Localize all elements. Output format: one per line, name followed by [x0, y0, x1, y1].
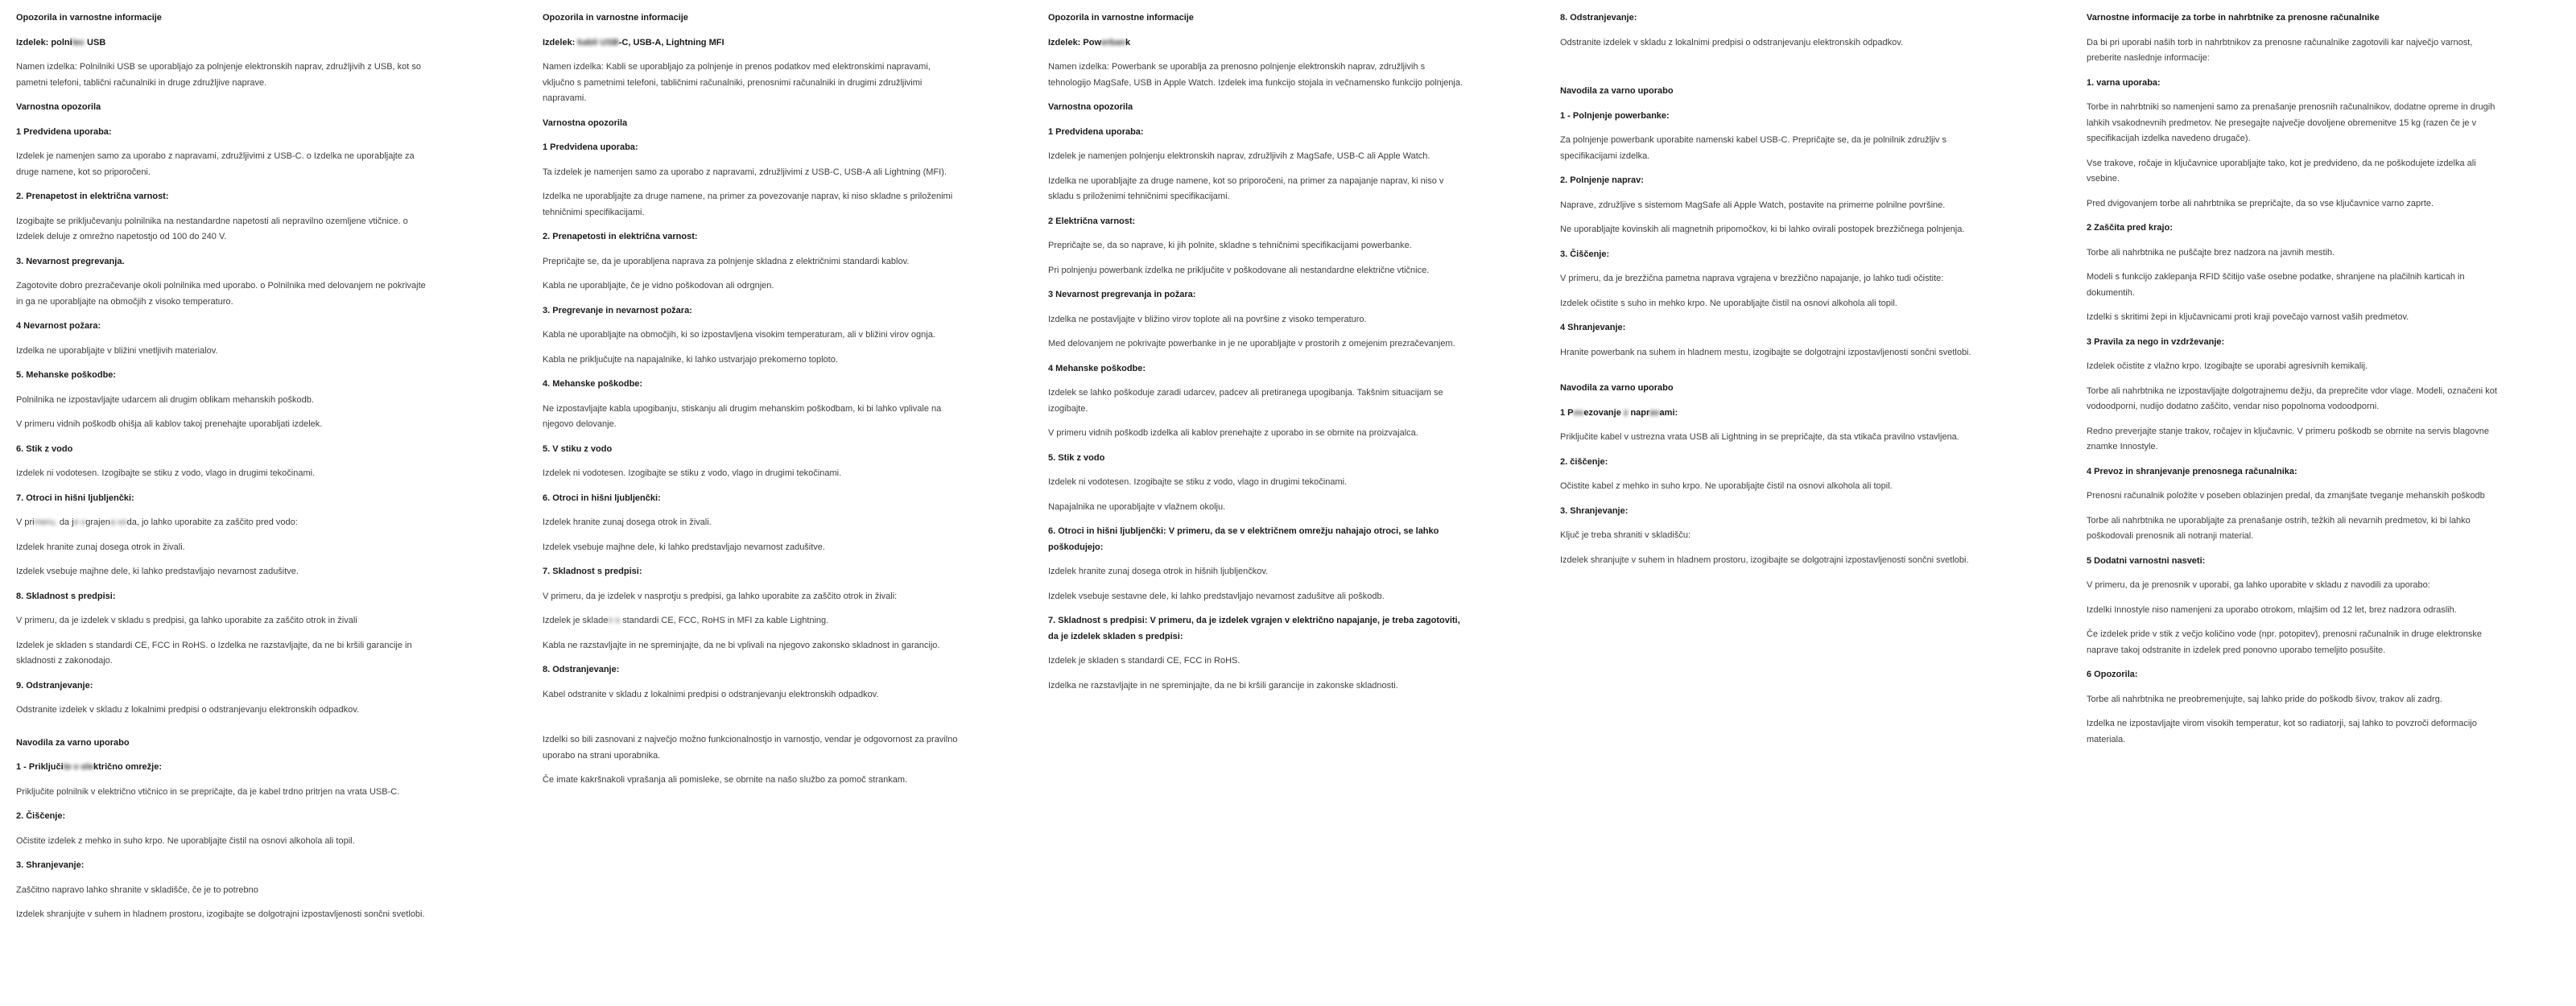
- paragraph: Izdelka ne postavljajte v bližino virov toplote ali na površine z visoko temperaturo.: [1048, 314, 1367, 324]
- section-heading: [16, 760, 431, 776]
- section-heading: Opozorila in varnostne informacije: [1048, 13, 1194, 23]
- spacer: [1560, 60, 1975, 84]
- blurred-text: e v: [73, 517, 86, 527]
- blurred-text: a vo: [109, 517, 127, 527]
- column-3: [1048, 10, 1463, 703]
- blurred-text: meru,: [34, 517, 60, 527]
- section-heading: 4 Mehanske poškodbe:: [1048, 363, 1146, 373]
- blurred-text: kabli USB: [577, 37, 619, 47]
- paragraph: Ne uporabljajte kovinskih ali magnetnih pripomočkov, ki bi lahko ovirali postopek brezžičnega polnjenja.: [1560, 225, 1965, 234]
- section-heading: 2. Prenapetost in električna varnost:: [16, 192, 169, 201]
- section-heading: 2. čiščenje:: [1560, 456, 1608, 467]
- paragraph: [543, 613, 958, 629]
- paragraph: Izdelek ni vodotesen. Izogibajte se stiku z vodo, vlago in drugimi tekočinami.: [543, 468, 842, 478]
- paragraph: Izdelek očistite z vlažno krpo. Izogibajte se uporabi agresivnih kemikalij.: [2087, 361, 2368, 371]
- blurred-text: ov: [1573, 407, 1584, 418]
- section-heading: 6 Opozorila:: [2087, 670, 2138, 679]
- section-heading: 8. Odstranjevanje:: [543, 665, 620, 674]
- paragraph: Namen izdelka: Kabli se uporabljajo za polnjenje in prenos podatkov med elektronskimi napravami, vključno s pametnimi telefoni, tabličnimi računalniki, prenosnimi računalniki in drugimi združljivimi napravami.: [543, 62, 931, 103]
- text-segment: -C, USB-A, Lightning MFI: [618, 37, 724, 47]
- paragraph: Izdelek hranite zunaj dosega otrok in živali.: [543, 517, 712, 527]
- section-heading: Navodila za varno uporabo: [1560, 86, 1674, 96]
- section-heading: 2 Električna varnost:: [1048, 216, 1136, 226]
- section-heading: 5. Mehanske poškodbe:: [16, 370, 117, 380]
- spacer: [543, 711, 958, 732]
- section-heading: 1 Predvidena uporaba:: [543, 142, 638, 152]
- section-heading: Navodila za varno uporabo: [1560, 383, 1674, 393]
- section-heading: 8. Skladnost s predpisi:: [16, 591, 116, 601]
- paragraph: Izdelek je namenjen samo za uporabo z napravami, združljivimi z USB-C. o Izdelka ne uporabljajte za druge namene, kot so priporočeni.: [16, 151, 415, 177]
- paragraph: Če imate kakršnakoli vprašanja ali pomisleke, se obrnite na našo službo za pomoč strankam.: [543, 775, 908, 785]
- paragraph: Izdelek ni vodotesen. Izogibajte se stiku z vodo, vlago in drugimi tekočinami.: [16, 468, 316, 478]
- paragraph: Izdelek vsebuje majhne dele, ki lahko predstavljajo nevarnost zadušitve.: [16, 567, 299, 576]
- paragraph: Izdelka ne uporabljajte v bližini vnetljivih materialov.: [16, 345, 218, 356]
- paragraph: Redno preverjajte stanje trakov, ročajev in ključavnic. V primeru poškodb se obrnite na servis blagovne znamke Innostyle.: [2087, 426, 2489, 451]
- section-heading: 7. Skladnost s predpisi:: [543, 567, 642, 576]
- section-heading: 3 Nevarnost pregrevanja in požara:: [1048, 290, 1196, 299]
- blurred-text: n s: [608, 616, 623, 625]
- paragraph: Kabla ne priključujte na napajalnike, ki lahko ustvarjajo prekomerno toploto.: [543, 354, 838, 365]
- paragraph: Očistite kabel z mehko in suho krpo. Ne uporabljajte čistil na osnovi alkohola ali topil.: [1560, 481, 1893, 491]
- paragraph: Izdelek je namenjen polnjenju elektronskih naprav, združljivih z MagSafe, USB-C ali Apple Watch.: [1048, 151, 1430, 161]
- paragraph: V primeru, da je prenosnik v uporabi, ga lahko uporabite v skladu z navodili za uporabo:: [2087, 580, 2430, 590]
- text-segment: da, jo lahko uporabite za zaščito pred vodo:: [126, 517, 298, 527]
- paragraph: Izdelka ne razstavljajte in ne spreminjajte, da ne bi kršili garancije in zakonske skladnosti.: [1048, 680, 1398, 691]
- section-heading: 3. Shranjevanje:: [16, 860, 85, 870]
- paragraph: Izdelka ne uporabljajte za druge namene, na primer za povezovanje naprav, ki niso skladne s priloženimi tehničnimi specifikacijami.: [543, 192, 953, 217]
- paragraph: Izdelki so bili zasnovani z največjo možno funkcionalnostjo in varnostjo, vendar je odgovornost za pravilno uporabo na strani uporabnika.: [543, 735, 958, 761]
- paragraph: Zagotovite dobro prezračevanje okoli polnilnika med uporabo. o Polnilnika med delovanjem ne pokrivajte in ga ne uporabljajte na območjih z visoko temperaturo.: [16, 281, 426, 307]
- paragraph: Prepričajte se, da je uporabljena naprava za polnjenje skladna z električnimi standardi kablov.: [543, 256, 910, 266]
- paragraph: Torbe ali nahrbtnika ne preobremenjujte, saj lahko pride do poškodb šivov, trakov ali zadrg.: [2087, 694, 2442, 704]
- section-heading: 7. Otroci in hišni ljubljenčki:: [16, 493, 134, 503]
- paragraph: Zaščitno napravo lahko shranite v skladišče, če je to potrebno: [16, 884, 258, 895]
- paragraph: Torbe in nahrbtniki so namenjeni samo za prenašanje prenosnih računalnikov, dodatne opreme in drugih lahkih vsakodnevnih predmetov. Ne presegajte največje dovoljene obremenitve 15 kg (razen če je v specifikacijah izdelka navedeno drugače).: [2087, 102, 2496, 143]
- text-segment: standardi CE, FCC, RoHS in MFI za kable Lightning.: [622, 616, 829, 625]
- section-heading: 4 Nevarnost požara:: [16, 321, 101, 331]
- paragraph: Modeli s funkcijo zaklepanja RFID ščitijo vaše osebne podatke, shranjene na plačilnih karticah in dokumentih.: [2087, 272, 2465, 298]
- blurred-text: av: [1649, 407, 1660, 418]
- paragraph: Ne izpostavljajte kabla upogibanju, stiskanju ali drugim mehanskim poškodbam, ki bi lahko vplivale na njegovo delovanje.: [543, 403, 942, 429]
- paragraph: Namen izdelka: Polnilniki USB se uporabljajo za polnjenje elektronskih naprav, združljivih z USB, kot so pametni telefoni, tablični računalniki in druge združljive naprave.: [16, 62, 421, 88]
- text-segment: ktrično omrežje:: [93, 762, 162, 772]
- paragraph: Priključite polnilnik v električno vtičnico in se prepričajte, da je kabel trdno pritrjen na vrata USB-C.: [16, 786, 400, 797]
- column-1: [16, 10, 431, 932]
- section-heading: 3. Nevarnost pregrevanja.: [16, 256, 125, 266]
- text-segment: Izdelek:: [543, 37, 578, 47]
- paragraph: Odstranite izdelek v skladu z lokalnimi predpisi o odstranjevanju elektronskih odpadkov.: [1560, 37, 1903, 47]
- paragraph: Da bi pri uporabi naših torb in nahrbtnikov za prenosne računalnike zagotovili kar največjo varnost, preberite naslednje informacije:: [2087, 37, 2473, 63]
- text-segment: V pri: [16, 517, 35, 527]
- paragraph: Hranite powerbank na suhem in hladnem mestu, izogibajte se dolgotrajni izpostavljenosti sončni svetlobi.: [1560, 347, 1971, 357]
- paragraph: Izdelek vsebuje majhne dele, ki lahko predstavljajo nevarnost zadušitve.: [543, 542, 825, 552]
- paragraph: Prepričajte se, da so naprave, ki jih polnite, skladne s tehničnimi specifikacijami powerbanke.: [1048, 241, 1412, 250]
- section-heading: 6. Otroci in hišni ljubljenčki: V primeru, da se v električnem omrežju nahajajo otroci, se lahko poškodujejo:: [1048, 526, 1439, 552]
- section-heading: 1 Predvidena uporaba:: [1048, 126, 1144, 137]
- paragraph: Napajalnika ne uporabljajte v vlažnem okolju.: [1048, 501, 1226, 512]
- section-heading: 1 - Polnjenje powerbanke:: [1560, 110, 1670, 121]
- paragraph: Za polnjenje powerbank uporabite namenski kabel USB-C. Prepričajte se, da je polnilnik združljiv s specifikacijami izdelka.: [1560, 135, 1946, 161]
- paragraph: Izdelka ne izpostavljajte virom visokih temperatur, kot so radiatorji, saj lahko to povzroči deformacijo materiala.: [2087, 719, 2477, 744]
- section-heading: Navodila za varno uporabo: [16, 737, 130, 748]
- paragraph: V primeru, da je izdelek v skladu s predpisi, ga lahko uporabite za zaščito otrok in živali: [16, 616, 357, 625]
- section-heading: 1 Predvidena uporaba:: [16, 126, 112, 137]
- text-segment: da j: [59, 517, 74, 527]
- paragraph: Vse trakove, ročaje in ključavnice uporabljajte tako, kot je predvideno, da ne poškodujete izdelka ali vsebine.: [2087, 158, 2476, 183]
- section-heading: 7. Skladnost s predpisi: V primeru, da je izdelek vgrajen v električno napajanje, je treba zagotoviti, da je izdelek skladen s predpisi:: [1048, 616, 1460, 641]
- section-heading: 2. Prenapetosti in električna varnost:: [543, 232, 698, 241]
- section-heading: 9. Odstranjevanje:: [16, 680, 93, 691]
- paragraph: Kabla ne uporabljajte, če je vidno poškodovan ali odrgnjen.: [543, 281, 774, 291]
- section-heading: 3. Shranjevanje:: [1560, 505, 1629, 516]
- paragraph: Izogibajte se priključevanju polnilnika na nestandardne napetosti ali nepravilno ozemljene vtičnice. o Izdelek deluje z omrežno napetostjo od 100 do 240 V.: [16, 216, 408, 241]
- section-heading: 4 Prevoz in shranjevanje prenosnega računalnika:: [2087, 466, 2297, 476]
- paragraph: Izdelek ni vodotesen. Izogibajte se stiku z vodo, vlago in drugimi tekočinami.: [1048, 477, 1348, 487]
- paragraph: Izdelek se lahko poškoduje zaradi udarcev, padcev ali pretiranega upogibanja. Takšnim situacijam se izogibajte.: [1048, 388, 1443, 414]
- section-heading: 6. Otroci in hišni ljubljenčki:: [543, 493, 661, 503]
- paragraph: Prenosni računalnik položite v poseben oblazinjen predal, da zmanjšate tveganje mehanskih poškodb: [2087, 491, 2485, 501]
- blurred-text: lec: [72, 37, 85, 47]
- paragraph: Odstranite izdelek v skladu z lokalnimi predpisi o odstranjevanju elektronskih odpadkov.: [16, 705, 359, 715]
- section-heading: 2. Polnjenje naprav:: [1560, 175, 1644, 185]
- section-heading: Varnostne informacije za torbe in nahrbtnike za prenosne računalnike: [2087, 13, 2380, 23]
- section-heading: Opozorila in varnostne informacije: [543, 13, 688, 23]
- paragraph: Izdelek shranjujte v suhem in hladnem prostoru, izogibajte se dolgotrajni izpostavljenosti sončni svetlobi.: [1560, 555, 1969, 565]
- paragraph: Izdelki Innostyle niso namenjeni za uporabo otrokom, mlajšim od 12 let, brez nadzora odraslih.: [2087, 604, 2457, 615]
- paragraph: V primeru vidnih poškodb ohišja ali kablov takoj prenehajte uporabljati izdelek.: [16, 419, 323, 429]
- section-heading: 8. Odstranjevanje:: [1560, 13, 1637, 23]
- blurred-text: z: [1623, 407, 1629, 418]
- section-heading: 3 Pravila za nego in vzdrževanje:: [2087, 336, 2225, 347]
- blurred-text: te v ele: [63, 762, 94, 772]
- paragraph: Namen izdelka: Powerbank se uporablja za prenosno polnjenje elektronskih naprav, združljivih s tehnologijo MagSafe, USB in Apple Watch. Izdelek ima funkcijo stojala in večnamensko funkcijo polnjenja.: [1048, 62, 1463, 88]
- paragraph: Če izdelek pride v stik z večjo količino vode (npr. potopitev), prenosni računalnik in druge elektronske naprave takoj odstranite in izdelek pred ponovno uporabo temeljito posušite.: [2087, 629, 2482, 655]
- section-heading: 3. Čiščenje:: [1560, 249, 1610, 259]
- paragraph: V primeru, da je izdelek v nasprotju s predpisi, ga lahko uporabite za zaščito otrok in živali:: [543, 591, 898, 601]
- paragraph: Pri polnjenju powerbank izdelka ne priključite v poškodovane ali nestandardne električne vtičnice.: [1048, 265, 1430, 275]
- text-segment: Izdelek je sklade: [543, 616, 609, 625]
- section-heading: 5. V stiku z vodo: [543, 443, 613, 454]
- paragraph: Kabla ne razstavljajte in ne spreminjajte, da ne bi vplivali na njegovo zakonsko skladnost in garancijo.: [543, 640, 940, 650]
- paragraph: Izdelka ne uporabljajte za druge namene, kot so priporočeni, na primer za napajanje naprav, ki niso v skladu s priloženimi tehničnimi specifikacijami.: [1048, 175, 1444, 201]
- paragraph: Polnilnika ne izpostavljajte udarcem ali drugim oblikam mehanskih poškodb.: [16, 394, 314, 405]
- column-4: [1560, 10, 1975, 577]
- column-5: [2087, 10, 2502, 757]
- section-heading: [1560, 406, 1975, 422]
- paragraph: V primeru vidnih poškodb izdelka ali kablov prenehajte z uporabo in se obrnite na proizvajalca.: [1048, 428, 1418, 438]
- paragraph: Naprave, združljive s sistemom MagSafe ali Apple Watch, postavite na primerne polnilne površine.: [1560, 200, 1946, 210]
- spacer: [1560, 369, 1975, 381]
- text-segment: ezovanje: [1583, 407, 1624, 418]
- section-heading: 5 Dodatni varnostni nasveti:: [2087, 555, 2206, 566]
- text-segment: USB: [84, 37, 106, 47]
- paragraph: Izdelek hranite zunaj dosega otrok in živali.: [16, 542, 185, 552]
- blurred-text: erban: [1101, 37, 1125, 47]
- spacer: [16, 728, 431, 736]
- paragraph: Med delovanjem ne pokrivajte powerbanke in je ne uporabljajte v prostorih z omejenim prezračevanjem.: [1048, 339, 1455, 348]
- paragraph: Izdelek shranjujte v suhem in hladnem prostoru, izogibajte se dolgotrajni izpostavljenosti sončni svetlobi.: [16, 909, 425, 919]
- text-segment: grajen: [85, 517, 110, 527]
- text-segment: Izdelek: Pow: [1048, 37, 1102, 47]
- text-segment: 1 - Priključi: [16, 762, 64, 772]
- paragraph: Izdelek vsebuje sestavne dele, ki lahko predstavljajo nevarnost zadušitve ali poškodb.: [1048, 591, 1385, 601]
- paragraph: Kabel odstranite v skladu z lokalnimi predpisi o odstranjevanju elektronskih odpadkov.: [543, 689, 879, 699]
- section-heading: 2. Čiščenje:: [16, 811, 66, 821]
- paragraph: Torbe ali nahrbtnika ne izpostavljajte dolgotrajnemu dežju, da preprečite vdor vlage. Modeli, označeni kot vodoodporni, nudijo dodatno zaščito, vendar niso popolnoma vodoodporni.: [2087, 385, 2497, 411]
- text-segment: 1 P: [1560, 407, 1574, 418]
- paragraph: [16, 515, 431, 531]
- text-segment: napr: [1628, 407, 1650, 418]
- section-heading: 3. Pregrevanje in nevarnost požara:: [543, 305, 692, 315]
- paragraph: Očistite izdelek z mehko in suho krpo. Ne uporabljajte čistil na osnovi alkohola ali topil.: [16, 835, 355, 846]
- section-heading: [16, 35, 431, 52]
- section-heading: 2 Zaščita pred krajo:: [2087, 223, 2173, 233]
- section-heading: Opozorila in varnostne informacije: [16, 13, 162, 23]
- paragraph: Torbe ali nahrbtnika ne puščajte brez nadzora na javnih mestih.: [2087, 247, 2335, 258]
- section-heading: Varnostna opozorila: [1048, 102, 1133, 112]
- paragraph: Izdelek je skladen s standardi CE, FCC in RoHS.: [1048, 656, 1241, 666]
- text-segment: ami:: [1659, 407, 1678, 418]
- paragraph: Kabla ne uporabljajte na območjih, ki so izpostavljena visokim temperaturam, ali v bližini virov ognja.: [543, 330, 935, 340]
- text-segment: Izdelek: polni: [16, 37, 72, 47]
- paragraph: Ta izdelek je namenjen samo za uporabo z napravami, združljivimi z USB-C, USB-A ali Lightning (MFI).: [543, 167, 947, 177]
- column-2: [543, 10, 958, 798]
- paragraph: Torbe ali nahrbtnika ne uporabljajte za prenašanje ostrih, težkih ali nevarnih predmetov, ki bi lahko poškodovali prenosnik ali notranji material.: [2087, 515, 2471, 541]
- paragraph: Izdelek je skladen s standardi CE, FCC in RoHS. o Izdelka ne razstavljajte, da ne bi kršili garancije in skladnosti z zakonodajo.: [16, 640, 412, 666]
- section-heading: 4 Shranjevanje:: [1560, 323, 1626, 332]
- section-heading: [543, 35, 958, 52]
- paragraph: Izdelki s skritimi žepi in ključavnicami proti kraji povečajo varnost vaših predmetov.: [2087, 312, 2409, 322]
- paragraph: Izdelek hranite zunaj dosega otrok in hišnih ljubljenčkov.: [1048, 567, 1269, 576]
- section-heading: Varnostna opozorila: [16, 102, 101, 112]
- section-heading: [1048, 35, 1463, 52]
- section-heading: 4. Mehanske poškodbe:: [543, 379, 643, 389]
- paragraph: V primeru, da je brezžična pametna naprava vgrajena v brezžično napajanje, jo lahko tudi očistite:: [1560, 274, 1944, 283]
- section-heading: 6. Stik z vodo: [16, 443, 73, 454]
- section-heading: Varnostna opozorila: [543, 118, 628, 128]
- section-heading: 5. Stik z vodo: [1048, 452, 1105, 463]
- paragraph: Izdelek očistite s suho in mehko krpo. Ne uporabljajte čistil na osnovi alkohola ali topil.: [1560, 298, 1897, 308]
- paragraph: Priključite kabel v ustrezna vrata USB ali Lightning in se prepričajte, da sta vtikača pravilno vstavljena.: [1560, 432, 1959, 442]
- paragraph: Ključ je treba shraniti v skladišču:: [1560, 530, 1691, 540]
- section-heading: 1. varna uporaba:: [2087, 77, 2161, 88]
- paragraph: Pred dvigovanjem torbe ali nahrbtnika se prepričajte, da so vse ključavnice varno zaprte.: [2087, 198, 2434, 208]
- text-segment: k: [1125, 37, 1131, 47]
